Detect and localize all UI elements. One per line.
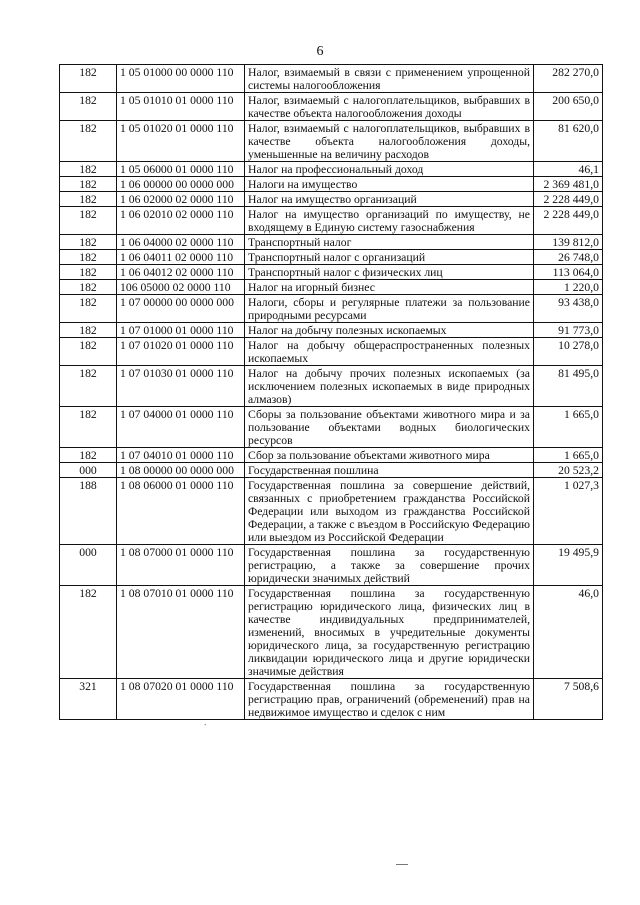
revenue-name-cell: Транспортный налог (245, 235, 534, 250)
admin-code-cell: 182 (60, 323, 117, 338)
revenue-name-cell: Налог на имущество организаций (245, 192, 534, 207)
admin-code-cell: 182 (60, 250, 117, 265)
admin-code-cell: 182 (60, 448, 117, 463)
classification-code-cell: 1 07 01020 01 0000 110 (117, 338, 245, 366)
table-row (60, 280, 603, 295)
table-row (60, 366, 603, 407)
admin-code-cell: 321 (60, 679, 117, 720)
table-row (60, 338, 603, 366)
table-row (60, 177, 603, 192)
revenue-name-cell: Налог, взимаемый в связи с применением упрощенной системы налогообложения (245, 65, 534, 93)
classification-code-cell: 1 06 02000 02 0000 110 (117, 192, 245, 207)
classification-code-cell: 1 05 01010 01 0000 110 (117, 93, 245, 121)
classification-code-cell: 1 07 01030 01 0000 110 (117, 366, 245, 407)
classification-code-cell: 1 06 04011 02 0000 110 (117, 250, 245, 265)
revenue-name-cell: Налог на профессиональный доход (245, 162, 534, 177)
admin-code-cell: 000 (60, 463, 117, 478)
revenue-name-cell: Государственная пошлина за государственную регистрацию юридического лица, физических лиц в качестве индивидуальных предпринимателей, изменений, вносимых в учредительные документы юридического лица, за государственную регистрацию ликвидации юридического лица и другие юридически значимые действия (245, 586, 534, 679)
classification-code-cell: 1 06 00000 00 0000 000 (117, 177, 245, 192)
classification-code-cell: 1 08 00000 00 0000 000 (117, 463, 245, 478)
admin-code-cell: 000 (60, 545, 117, 586)
revenue-name-cell: Налог, взимаемый с налогоплательщиков, выбравших в качестве объекта налогообложения доходы, уменьшенные на величину расходов (245, 121, 534, 162)
admin-code-cell: 182 (60, 93, 117, 121)
admin-code-cell: 182 (60, 192, 117, 207)
amount-cell: 1 220,0 (534, 280, 603, 295)
classification-code-cell: 106 05000 02 0000 110 (117, 280, 245, 295)
table-row (60, 679, 603, 720)
classification-code-cell: 1 07 00000 00 0000 000 (117, 295, 245, 323)
revenue-name-cell: Государственная пошлина за государственную регистрацию, а также за совершение прочих юридически значимых действий (245, 545, 534, 586)
admin-code-cell: 182 (60, 207, 117, 235)
revenue-name-cell: Транспортный налог с физических лиц (245, 265, 534, 280)
table-row (60, 478, 603, 545)
amount-cell: 81 620,0 (534, 121, 603, 162)
admin-code-cell: 182 (60, 177, 117, 192)
classification-code-cell: 1 08 07020 01 0000 110 (117, 679, 245, 720)
amount-cell: 46,1 (534, 162, 603, 177)
table-row (60, 323, 603, 338)
admin-code-cell: 182 (60, 280, 117, 295)
admin-code-cell: 188 (60, 478, 117, 545)
table-row (60, 162, 603, 177)
page-number: 6 (316, 44, 324, 59)
admin-code-cell: 182 (60, 235, 117, 250)
amount-cell: 19 495,9 (534, 545, 603, 586)
amount-cell: 20 523,2 (534, 463, 603, 478)
classification-code-cell: 1 08 06000 01 0000 110 (117, 478, 245, 545)
admin-code-cell: 182 (60, 295, 117, 323)
revenue-table (59, 64, 603, 720)
table-row (60, 586, 603, 679)
table-row (60, 65, 603, 93)
revenue-name-cell: Государственная пошлина за совершение действий, связанных с приобретением гражданства Российской Федерации или выходом из гражданства Российской Федерации, а также с въездом в Российскую Федерацию или выездом из Российской Федерации (245, 478, 534, 545)
revenue-name-cell: Налог на имущество организаций по имуществу, не входящему в Единую систему газоснабжения (245, 207, 534, 235)
admin-code-cell: 182 (60, 407, 117, 448)
admin-code-cell: 182 (60, 366, 117, 407)
amount-cell: 2 369 481,0 (534, 177, 603, 192)
revenue-name-cell: Государственная пошлина (245, 463, 534, 478)
amount-cell: 7 508,6 (534, 679, 603, 720)
amount-cell: 1 027,3 (534, 478, 603, 545)
table-row (60, 192, 603, 207)
revenue-table-body (60, 65, 603, 720)
table-row (60, 93, 603, 121)
revenue-name-cell: Сбор за пользование объектами животного мира (245, 448, 534, 463)
revenue-name-cell: Налог на игорный бизнес (245, 280, 534, 295)
classification-code-cell: 1 06 02010 02 0000 110 (117, 207, 245, 235)
admin-code-cell: 182 (60, 162, 117, 177)
table-row (60, 407, 603, 448)
amount-cell: 81 495,0 (534, 366, 603, 407)
classification-code-cell: 1 08 07010 01 0000 110 (117, 586, 245, 679)
admin-code-cell: 182 (60, 65, 117, 93)
table-row (60, 250, 603, 265)
admin-code-cell: 182 (60, 265, 117, 280)
amount-cell: 2 228 449,0 (534, 192, 603, 207)
revenue-name-cell: Сборы за пользование объектами животного мира и за пользование объектами водных биологических ресурсов (245, 407, 534, 448)
amount-cell: 46,0 (534, 586, 603, 679)
revenue-name-cell: Налог на добычу полезных ископаемых (245, 323, 534, 338)
table-row (60, 121, 603, 162)
revenue-name-cell: Налог на добычу прочих полезных ископаемых (за исключением полезных ископаемых в виде природных алмазов) (245, 366, 534, 407)
amount-cell: 1 665,0 (534, 407, 603, 448)
scan-dash-mark (396, 864, 408, 865)
classification-code-cell: 1 07 01000 01 0000 110 (117, 323, 245, 338)
classification-code-cell: 1 06 04012 02 0000 110 (117, 265, 245, 280)
amount-cell: 26 748,0 (534, 250, 603, 265)
classification-code-cell: 1 05 01020 01 0000 110 (117, 121, 245, 162)
admin-code-cell: 182 (60, 121, 117, 162)
classification-code-cell: 1 06 04000 02 0000 110 (117, 235, 245, 250)
revenue-name-cell: Налог, взимаемый с налогоплательщиков, выбравших в качестве объекта налогообложения доходы (245, 93, 534, 121)
amount-cell: 139 812,0 (534, 235, 603, 250)
classification-code-cell: 1 08 07000 01 0000 110 (117, 545, 245, 586)
classification-code-cell: 1 05 06000 01 0000 110 (117, 162, 245, 177)
table-row (60, 545, 603, 586)
table-row (60, 265, 603, 280)
admin-code-cell: 182 (60, 338, 117, 366)
amount-cell: 2 228 449,0 (534, 207, 603, 235)
revenue-name-cell: Налоги на имущество (245, 177, 534, 192)
table-row (60, 448, 603, 463)
table-row (60, 295, 603, 323)
amount-cell: 282 270,0 (534, 65, 603, 93)
amount-cell: 10 278,0 (534, 338, 603, 366)
amount-cell: 1 665,0 (534, 448, 603, 463)
table-row (60, 463, 603, 478)
admin-code-cell: 182 (60, 586, 117, 679)
revenue-name-cell: Налоги, сборы и регулярные платежи за пользование природными ресурсами (245, 295, 534, 323)
amount-cell: 113 064,0 (534, 265, 603, 280)
amount-cell: 200 650,0 (534, 93, 603, 121)
table-row (60, 235, 603, 250)
revenue-name-cell: Транспортный налог с организаций (245, 250, 534, 265)
revenue-name-cell: Налог на добычу общераспространенных полезных ископаемых (245, 338, 534, 366)
amount-cell: 91 773,0 (534, 323, 603, 338)
classification-code-cell: 1 07 04000 01 0000 110 (117, 407, 245, 448)
revenue-name-cell: Государственная пошлина за государственную регистрацию прав, ограничений (обременений) прав на недвижимое имущество и сделок с ним (245, 679, 534, 720)
table-row (60, 207, 603, 235)
scan-speck: ∙ (204, 720, 207, 731)
amount-cell: 93 438,0 (534, 295, 603, 323)
classification-code-cell: 1 05 01000 00 0000 110 (117, 65, 245, 93)
classification-code-cell: 1 07 04010 01 0000 110 (117, 448, 245, 463)
